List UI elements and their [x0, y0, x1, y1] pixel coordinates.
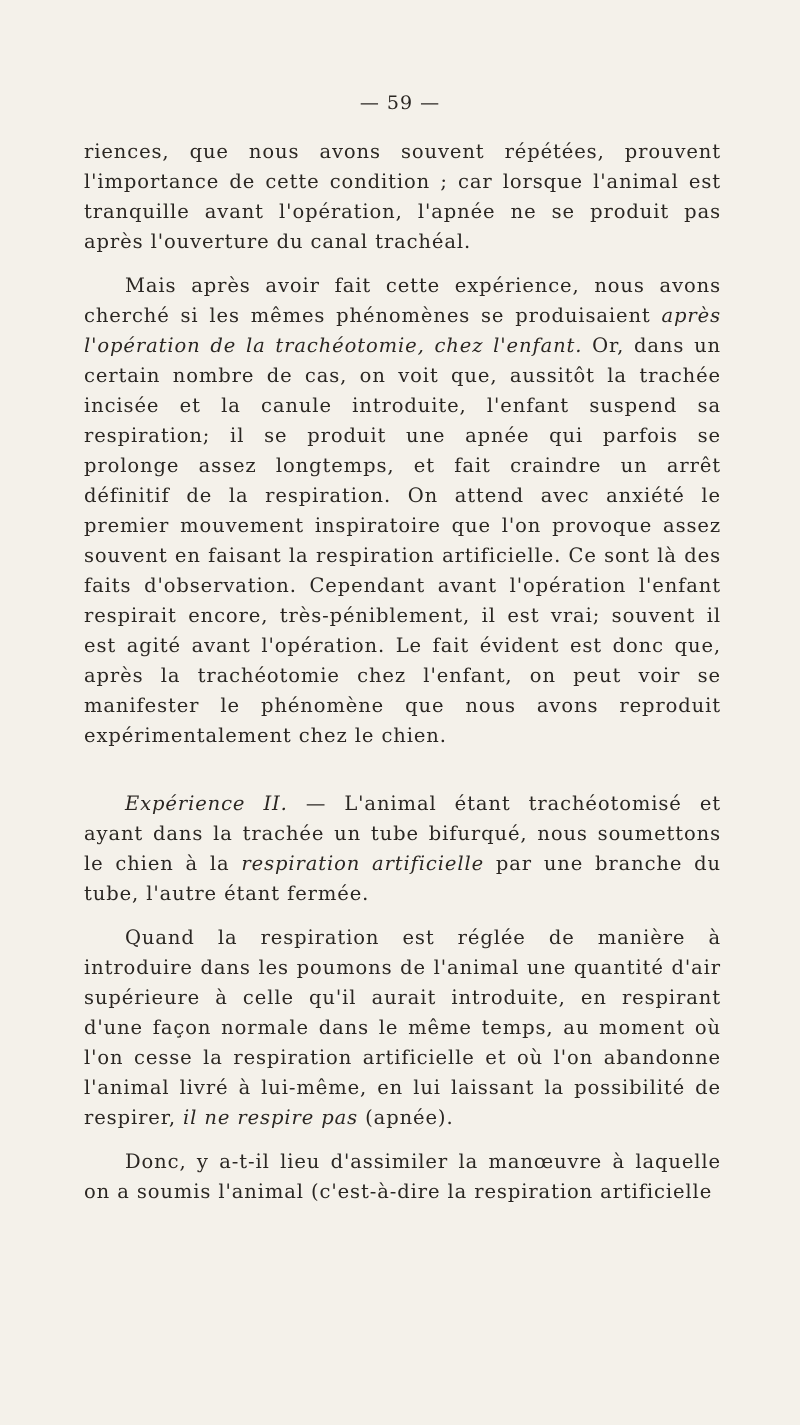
paragraph-3-italic: respiration artificielle: [241, 852, 485, 875]
paragraph-3-text-a: — L'animal étant trachéotomisé et ayant dans la trachée un tube bifurqué, nous soumettons le chien à la: [84, 792, 722, 875]
page-number: — 59 —: [359, 92, 441, 114]
paragraph-3: [84, 789, 721, 909]
paragraph-5: Donc, y a-t-il lieu d'assimiler la manœuvre à laquelle on a soumis l'animal (c'est-à-dire la respiration artificielle: [84, 1150, 721, 1203]
paragraph-2-text-b: Or, dans un certain nombre de cas, on voit que, aussitôt la trachée incisée et la canule introduite, l'enfant suspend sa respiration; il se produit une apnée qui parfois se prolonge assez longtemps, et fait craindre un arrêt définitif de la respiration. On attend avec anxiété le premier mouvement inspiratoire que l'on provoque assez souvent en faisant la respiration artificielle. Ce sont là des faits d'observation. Cependant avant l'opération l'enfant respirait encore, très-péniblement, il est vrai; souvent il est agité avant l'opération. Le fait évident est donc que, après la trachéotomie chez l'enfant, on peut voir se manifester le phénomène que nous avons reproduit expérimentalement chez le chien.: [84, 334, 721, 747]
paragraph-3-text-b: par une branche du tube, l'autre étant fermée.: [84, 852, 721, 905]
body-text: [84, 137, 721, 1207]
experience-heading: Expérience II.: [125, 792, 288, 815]
paragraph-1: riences, que nous avons souvent répétées, prouvent l'importance de cette condition ; car lorsque l'animal est tranquille avant l'opération, l'apnée ne se produit pas après l'ouverture du canal trachéal.: [84, 140, 721, 253]
paragraph-4-italic: il ne respire pas: [183, 1106, 359, 1129]
paragraph-2-text-a: Mais après avoir fait cette expérience, nous avons cherché si les mêmes phénomènes se produisaient: [84, 274, 721, 327]
paragraph-2: [84, 271, 721, 751]
paragraph-4-text-a: Quand la respiration est réglée de manière à introduire dans les poumons de l'animal une quantité d'air supérieure à celle qu'il aurait introduite, en respirant d'une façon normale dans le même temps, au moment où l'on cesse la respiration artificielle et où l'on abandonne l'animal livré à lui-même, en lui laissant la possibilité de respirer,: [84, 926, 721, 1129]
paragraph-4: [84, 923, 721, 1133]
paragraph-4-text-b: (apnée).: [358, 1106, 454, 1129]
paragraph-2-italic: après l'opération de la trachéotomie, chez l'enfant.: [84, 304, 721, 357]
